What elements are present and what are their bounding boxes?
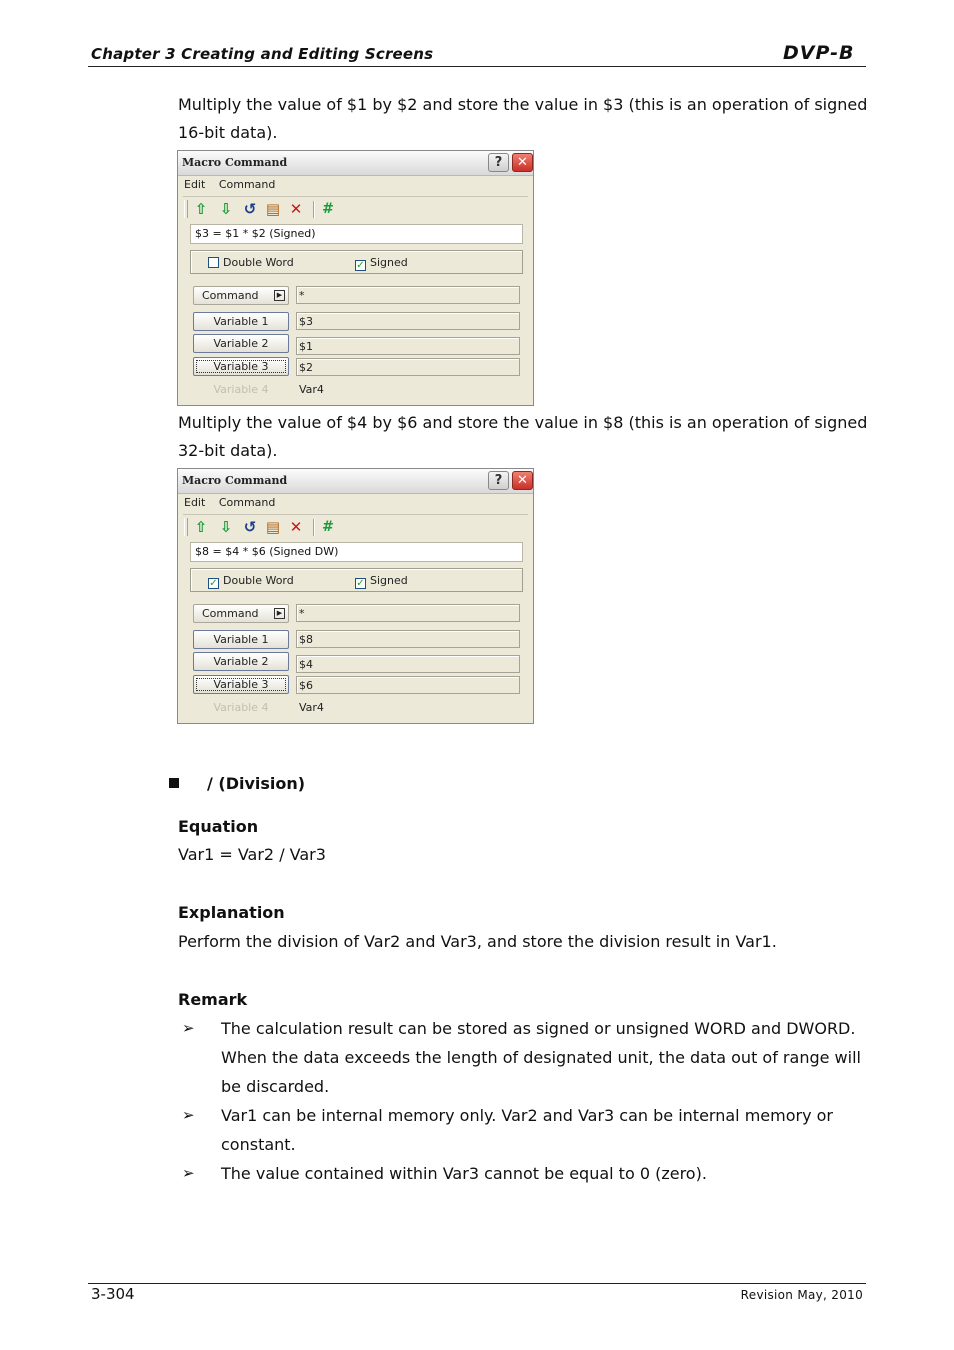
remark-item-2: Var1 can be internal memory only. Var2 and Var3 can be internal memory or constant. (221, 1106, 833, 1154)
arrow-bullet-icon: ➢ (182, 1019, 195, 1037)
section-bullet-icon (169, 778, 179, 788)
command-button[interactable] (193, 604, 289, 623)
move-up-icon[interactable]: ⇧ (194, 200, 208, 218)
command-button[interactable] (193, 286, 289, 305)
checkmark-icon: ✓ (356, 260, 365, 271)
close-button[interactable]: ✕ (512, 471, 533, 490)
dialog-title: Macro Command (182, 474, 288, 487)
options-group (190, 250, 523, 274)
remark-item-3: The value contained within Var3 cannot be equal to 0 (zero). (221, 1164, 707, 1183)
double-word-checkbox[interactable] (208, 256, 294, 269)
explanation-heading: Explanation (178, 903, 285, 922)
help-button[interactable]: ? (488, 153, 509, 172)
arrow-bullet-icon: ➢ (182, 1106, 195, 1124)
help-button[interactable]: ? (488, 471, 509, 490)
remark-heading: Remark (178, 990, 248, 1009)
variable-4-field: Var4 (296, 380, 520, 398)
dialog-title: Macro Command (182, 156, 288, 169)
expression-field[interactable]: $3 = $1 * $2 (Signed) (190, 224, 523, 244)
expand-arrow-icon: ▶ (274, 608, 285, 619)
menu-edit[interactable]: Edit (184, 496, 206, 509)
number-sign-icon[interactable]: # (322, 519, 334, 535)
page-number: 3-304 (91, 1285, 135, 1303)
double-word-label: Double Word (223, 256, 294, 269)
variable-1-field[interactable]: $8 (296, 630, 520, 648)
toolbar-grip (184, 518, 188, 536)
revision-date: Revision May, 2010 (740, 1288, 863, 1302)
equation-heading: Equation (178, 817, 259, 836)
double-word-label: Double Word (223, 574, 294, 587)
checkbox-box (208, 257, 219, 268)
close-button[interactable]: ✕ (512, 153, 533, 172)
product-logo: DVP-B (783, 42, 855, 64)
move-down-icon[interactable]: ⇩ (219, 518, 233, 536)
variable-2-button[interactable]: Variable 2 (193, 334, 289, 353)
intro-paragraph-1: Multiply the value of $1 by $2 and store the value in $3 (this is an operation of signed 16-bit data). (178, 95, 868, 142)
remark-item-1: The calculation result can be stored as signed or unsigned WORD and DWORD. When the data exceeds the length of designated unit, the data out of range will be discarded. (221, 1019, 861, 1096)
dialog-toolbar (183, 196, 528, 221)
command-value-field[interactable]: * (296, 286, 520, 304)
variable-3-button[interactable]: Variable 3 (193, 357, 289, 376)
undo-icon[interactable]: ↺ (243, 200, 257, 218)
variable-1-field[interactable]: $3 (296, 312, 520, 330)
expand-arrow-icon: ▶ (274, 290, 285, 301)
move-up-icon[interactable]: ⇧ (194, 518, 208, 536)
move-down-icon[interactable]: ⇩ (219, 200, 233, 218)
delete-icon[interactable]: ✕ (289, 200, 303, 218)
dialog-toolbar (183, 514, 528, 539)
signed-label: Signed (370, 256, 408, 269)
variable-4-field: Var4 (296, 698, 520, 716)
macro-command-dialog-1 (177, 150, 534, 406)
command-value-field[interactable]: * (296, 604, 520, 622)
footer-divider (88, 1283, 866, 1284)
options-group (190, 568, 523, 592)
menu-command[interactable]: Command (218, 496, 276, 509)
variable-1-button[interactable]: Variable 1 (193, 630, 289, 649)
signed-checkbox[interactable] (355, 256, 408, 271)
variable-2-button[interactable]: Variable 2 (193, 652, 289, 671)
variable-2-field[interactable]: $1 (296, 337, 520, 355)
delete-icon[interactable]: ✕ (289, 518, 303, 536)
command-label: Command (202, 607, 259, 620)
variable-4-button: Variable 4 (193, 698, 289, 717)
dialog-menubar (184, 496, 285, 509)
variable-3-field[interactable]: $6 (296, 676, 520, 694)
toolbar-grip (184, 200, 188, 218)
checkmark-icon: ✓ (356, 578, 365, 589)
dialog-titlebar[interactable] (178, 469, 533, 494)
paste-icon[interactable]: ▤ (265, 200, 281, 218)
dialog-titlebar[interactable] (178, 151, 533, 176)
section-title: / (Division) (207, 774, 306, 793)
expression-field[interactable]: $8 = $4 * $6 (Signed DW) (190, 542, 523, 562)
intro-paragraph-2: Multiply the value of $4 by $6 and store the value in $8 (this is an operation of signed 32-bit data). (178, 413, 868, 460)
chapter-title: Chapter 3 Creating and Editing Screens (91, 45, 434, 63)
undo-icon[interactable]: ↺ (243, 518, 257, 536)
explanation-text: Perform the division of Var2 and Var3, and store the division result in Var1. (178, 932, 777, 951)
variable-2-field[interactable]: $4 (296, 655, 520, 673)
toolbar-separator (313, 201, 315, 218)
dialog-menubar (184, 178, 285, 191)
equation-text: Var1 = Var2 / Var3 (178, 845, 326, 864)
arrow-bullet-icon: ➢ (182, 1164, 195, 1182)
double-word-checkbox[interactable] (208, 574, 294, 589)
command-label: Command (202, 289, 259, 302)
signed-label: Signed (370, 574, 408, 587)
macro-command-dialog-2 (177, 468, 534, 724)
menu-edit[interactable]: Edit (184, 178, 206, 191)
signed-checkbox[interactable] (355, 574, 408, 589)
checkmark-icon: ✓ (209, 578, 218, 589)
variable-3-button[interactable]: Variable 3 (193, 675, 289, 694)
variable-3-field[interactable]: $2 (296, 358, 520, 376)
paste-icon[interactable]: ▤ (265, 518, 281, 536)
toolbar-separator (313, 519, 315, 536)
number-sign-icon[interactable]: # (322, 201, 334, 217)
variable-1-button[interactable]: Variable 1 (193, 312, 289, 331)
header-divider (88, 66, 866, 67)
menu-command[interactable]: Command (218, 178, 276, 191)
variable-4-button: Variable 4 (193, 380, 289, 399)
